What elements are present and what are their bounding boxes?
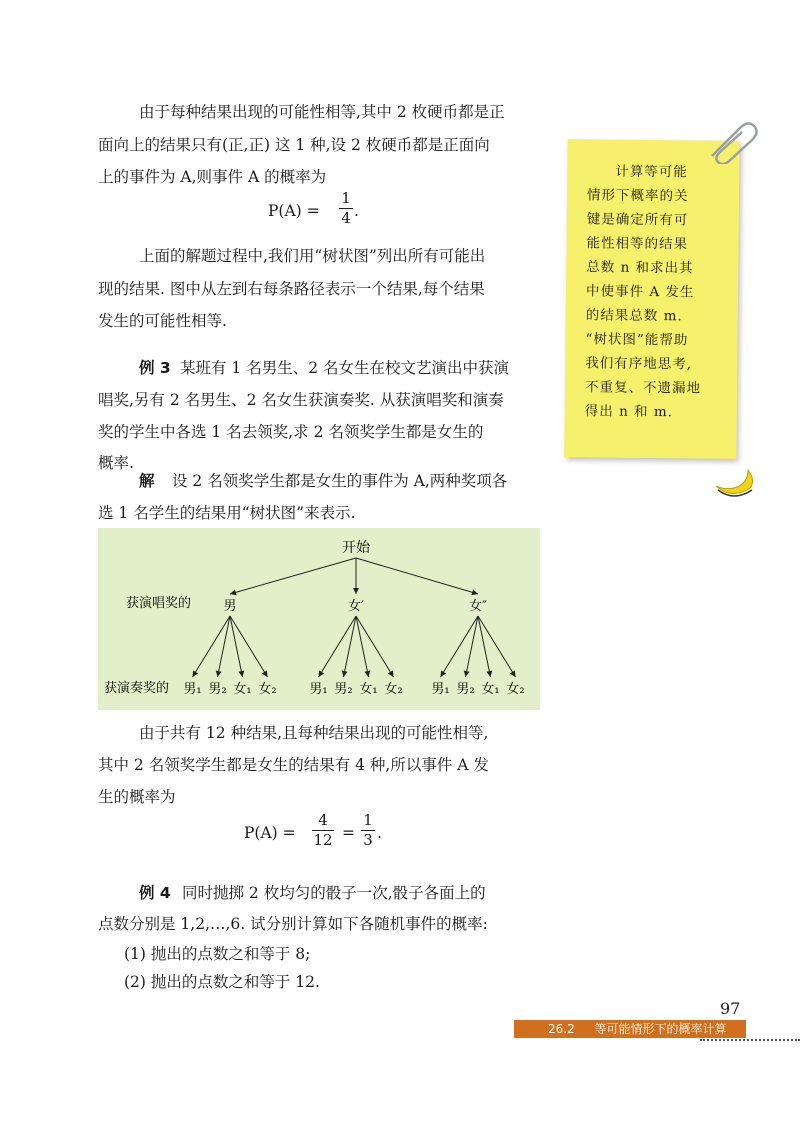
text-line: 生的概率为 [98,788,176,806]
tree-edge [344,616,357,677]
tree-edge [441,616,479,677]
note-line: 键是确定所有可 [586,211,689,229]
section-title: 等可能情形下的概率计算 [594,1022,727,1036]
tree-root: 开始 [342,540,370,556]
tree-edge [356,558,478,594]
note-line: 中使事件 A 发生 [585,283,695,301]
tree-node-level2: 女₂ [258,682,277,697]
tree-diagram [98,528,540,710]
tree-node-level2: 男₂ [456,682,475,697]
note-line: 的结果总数 m. [585,307,683,325]
level2-label: 获演奏奖的 [104,681,170,696]
text-line: 现的结果. 图中从左到右每条路径表示一个结果,每个结果 [98,280,485,298]
tree-edge [218,616,231,677]
tree-edge [319,616,357,677]
numerator: 4 [318,811,328,829]
note-line: 总数 n 和求出其 [586,259,694,277]
banana-curl-icon [712,466,756,500]
fraction [361,812,375,849]
tree-node-level1: 女″ [469,599,487,614]
tree-node-level2: 女₂ [384,682,403,697]
note-line: “树状图”能帮助 [585,331,689,349]
numerator: 1 [341,189,351,207]
tree-node-level2: 男₂ [334,682,353,697]
text-line: 概率. [98,454,134,472]
text-line: 唱奖,另有 2 名男生、2 名女生获演奏奖. 从获演唱奖和演奏 [98,391,504,409]
denominator: 4 [341,209,351,227]
tree-edge [356,616,369,677]
tree-node-level2: 男₂ [208,682,227,697]
tree-edge [478,616,516,677]
example-label: 例 4 [139,884,171,902]
paperclip-icon [706,118,758,164]
tree-edge [466,616,479,677]
denominator: 12 [313,831,333,849]
tree-node-level2: 男₁ [309,682,328,697]
tree-edge [356,616,394,677]
note-line: 得出 n 和 m. [584,403,674,421]
section-number: 26.2 [548,1022,575,1036]
level1-label: 获演唱奖的 [126,596,192,611]
tree-edge [193,616,231,677]
text-line: 由于共有 12 种结果,且每种结果出现的可能性相等, [139,724,489,742]
fraction [312,812,334,849]
solution-label: 解 [139,472,155,490]
text-line: 上面的解题过程中,我们用“树状图”列出所有可能出 [139,247,486,265]
page-number: 97 [720,999,741,1018]
tree-edge [478,616,491,677]
numerator: 1 [363,811,373,829]
equation-equals: = [342,824,355,842]
tree-edge [230,558,356,594]
text-line: 同时抛掷 2 枚均匀的骰子一次,骰子各面上的 [182,884,486,902]
section-band [514,1020,746,1038]
equation-lhs: P(A) = [268,202,320,220]
text-line: (2) 抛出的点数之和等于 12. [124,973,320,991]
tree-edge [230,616,243,677]
fraction [339,190,353,227]
text-line: 由于每种结果出现的可能性相等,其中 2 枚硬币都是正 [139,103,505,121]
note-line: 情形下概率的关 [586,187,689,205]
denominator: 3 [363,831,373,849]
equation-lhs: P(A) = [244,824,296,842]
equation-tail: . [377,824,382,842]
tree-node-level1: 女′ [348,599,364,614]
equation-tail: . [354,202,359,220]
side-note [564,139,739,459]
tree-svg [98,528,540,710]
note-line: 我们有序地思考, [585,355,693,373]
dotted-rule [700,1039,800,1041]
tree-node-level2: 男₁ [183,682,202,697]
tree-node-level2: 女₂ [506,682,525,697]
text-line: 某班有 1 名男生、2 名女生在校文艺演出中获演 [180,359,510,377]
tree-node-level1: 男 [223,599,237,614]
note-line: 计算等可能 [615,163,688,181]
tree-node-level2: 男₁ [431,682,450,697]
text-line: (1) 抛出的点数之和等于 8; [124,945,311,963]
text-line: 发生的可能性相等. [98,312,227,330]
tree-edge [230,616,268,677]
text-line: 点数分别是 1,2,…,6. 试分别计算如下各随机事件的概率: [98,915,488,933]
note-line: 不重复、不遗漏地 [584,379,702,397]
tree-node-level2: 女₁ [233,682,252,697]
text-line: 设 2 名领奖学生都是女生的事件为 A,两种奖项各 [172,472,508,490]
text-line: 奖的学生中各选 1 名去领奖,求 2 名领奖学生都是女生的 [98,423,484,441]
tree-node-level2: 女₁ [359,682,378,697]
text-line: 选 1 名学生的结果用“树状图”来表示. [98,504,356,522]
text-line: 上的事件为 A,则事件 A 的概率为 [98,168,327,186]
example-label: 例 3 [139,359,171,377]
tree-node-level2: 女₁ [481,682,500,697]
note-line: 能性相等的结果 [586,235,689,253]
text-line: 其中 2 名领奖学生都是女生的结果有 4 种,所以事件 A 发 [98,756,489,774]
text-line: 面向上的结果只有(正,正) 这 1 种,设 2 枚硬币都是正面向 [98,136,490,154]
